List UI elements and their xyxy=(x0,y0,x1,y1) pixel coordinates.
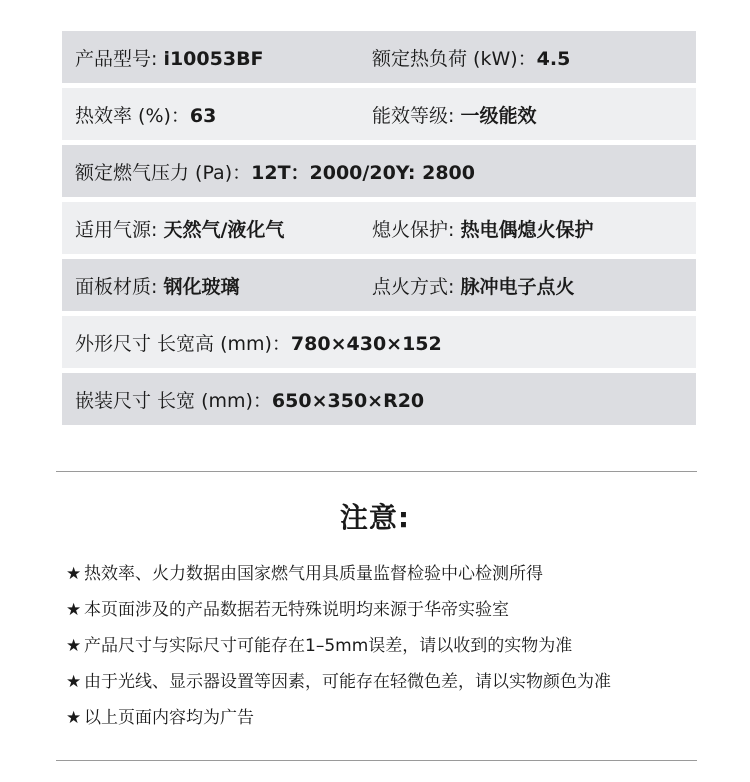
spec-panel-material-label: 面板材质: xyxy=(75,275,164,298)
notice-item xyxy=(66,700,706,736)
star-icon: ★ xyxy=(66,564,82,584)
divider-top xyxy=(56,471,697,472)
spec-flame-protection-label: 熄火保护: xyxy=(372,218,461,241)
notice-item-text: 产品尺寸与实际尺寸可能存在1–5mm误差，请以收到的实物为准 xyxy=(84,636,573,656)
spec-row-efficiency xyxy=(62,88,696,140)
star-icon: ★ xyxy=(66,636,82,656)
notice-item-text: 由于光线、显示器设置等因素，可能存在轻微色差，请以实物颜色为准 xyxy=(84,672,611,692)
spec-ignition-value: 脉冲电子点火 xyxy=(460,275,575,298)
spec-row-panel xyxy=(62,259,696,311)
notice-item-text: 热效率、火力数据由国家燃气用具质量监督检验中心检测所得 xyxy=(84,564,543,584)
spec-gas-source-value: 天然气/液化气 xyxy=(163,218,285,241)
notice-item xyxy=(66,628,706,664)
notice-item-text: 本页面涉及的产品数据若无特殊说明均来源于华帝实验室 xyxy=(84,600,509,620)
notice-title: 注意: xyxy=(339,501,411,534)
spec-gas-pressure-label: 额定燃气压力 (Pa)： xyxy=(75,161,252,184)
spec-outer-size xyxy=(62,329,442,356)
spec-gas-pressure xyxy=(62,158,475,185)
notice-item xyxy=(66,592,706,628)
spec-rated-heat-load-label: 额定热负荷 (kW)： xyxy=(372,47,537,70)
spec-thermal-efficiency-label: 热效率 (%)： xyxy=(75,104,190,127)
notice-list xyxy=(66,556,706,736)
spec-cutout-size xyxy=(62,386,424,413)
spec-energy-grade-label: 能效等级: xyxy=(372,104,461,127)
spec-energy-grade-value: 一级能效 xyxy=(460,104,537,127)
spec-row-cutout-size xyxy=(62,373,696,425)
spec-outer-size-value: 780×430×152 xyxy=(290,332,442,355)
spec-row-model xyxy=(62,31,696,83)
spec-row-gas-pressure xyxy=(62,145,696,197)
spec-model-value: i10053BF xyxy=(163,47,264,70)
spec-row-outer-size xyxy=(62,316,696,368)
spec-rated-heat-load xyxy=(372,44,696,71)
spec-panel-material xyxy=(62,272,372,299)
spec-panel-material-value: 钢化玻璃 xyxy=(163,275,240,298)
notice-item xyxy=(66,556,706,592)
spec-ignition-label: 点火方式: xyxy=(372,275,461,298)
spec-rated-heat-load-value: 4.5 xyxy=(536,47,571,70)
spec-gas-source xyxy=(62,215,372,242)
spec-model xyxy=(62,44,372,71)
spec-ignition xyxy=(372,272,696,299)
notice-item-text: 以上页面内容均为广告 xyxy=(84,708,254,728)
spec-row-gas-source xyxy=(62,202,696,254)
notice-item xyxy=(66,664,706,700)
spec-flame-protection-value: 热电偶熄火保护 xyxy=(460,218,594,241)
spec-table xyxy=(62,31,696,430)
spec-thermal-efficiency-value: 63 xyxy=(189,104,217,127)
divider-bottom xyxy=(56,760,697,761)
star-icon: ★ xyxy=(66,600,82,620)
spec-cutout-size-label: 嵌装尺寸 长宽 (mm)： xyxy=(75,389,272,412)
spec-gas-pressure-value: 12T：2000/20Y: 2800 xyxy=(251,161,475,184)
spec-gas-source-label: 适用气源: xyxy=(75,218,164,241)
star-icon: ★ xyxy=(66,672,82,692)
star-icon: ★ xyxy=(66,708,82,728)
spec-cutout-size-value: 650×350×R20 xyxy=(271,389,425,412)
spec-outer-size-label: 外形尺寸 长宽高 (mm)： xyxy=(75,332,291,355)
spec-model-label: 产品型号: xyxy=(75,47,164,70)
spec-energy-grade xyxy=(372,101,696,128)
spec-flame-protection xyxy=(372,215,696,242)
spec-thermal-efficiency xyxy=(62,101,372,128)
